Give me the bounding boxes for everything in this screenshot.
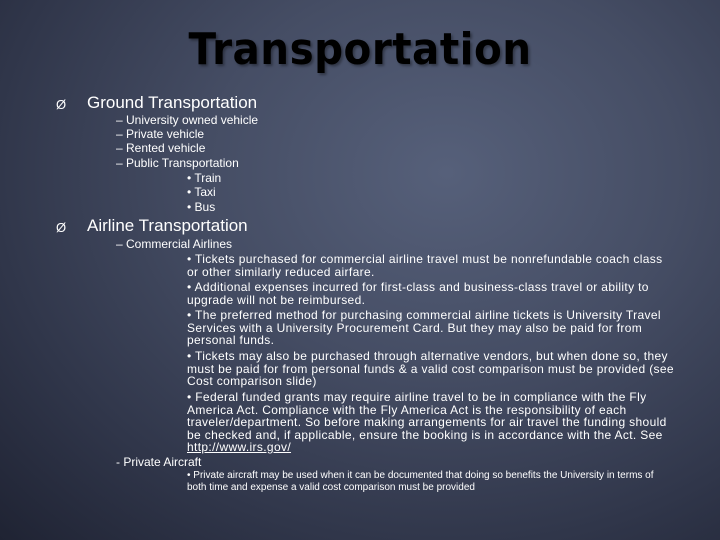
policy-point: • Additional expenses incurred for first-class and business-class travel or ability to upgrade will not be reimbursed. [187,280,649,307]
airline-transportation-heading: Airline Transportation [87,216,248,235]
commercial-airlines-label: – Commercial Airlines [116,237,233,251]
federal-grants-point [187,391,675,454]
federal-grants-text: • Federal funded grants may require airline travel to be in compliance with the Fly America Act. Compliance with the Fly America Act is the responsibility of each traveler/department. So before making arrangements for air travel the funding should be checked and, if applicable, ensure the booking is in accordance with the Act. See [187,390,667,442]
list-item: – Rented vehicle [116,141,206,155]
list-item: – Public Transportation [116,156,239,170]
sub-list-item: • Bus [187,200,216,214]
arrow-bullet-icon: Ø [56,220,67,235]
slide-title: Transportation [188,24,532,75]
sub-list-item: • Train [187,171,222,185]
private-aircraft-label: - Private Aircraft [116,455,202,469]
policy-point: • The preferred method for purchasing commercial airline tickets is University Travel Services with a University Procurement Card. But they may also be paid for from personal funds. [187,308,661,347]
ground-transportation-heading: Ground Transportation [87,93,258,112]
irs-link[interactable]: http://www.irs.gov/ [187,440,292,454]
arrow-bullet-icon: Ø [56,97,67,112]
list-item: – Private vehicle [116,127,205,141]
private-aircraft-note: • Private aircraft may be used when it can be documented that doing so benefits the University in terms of both time and expense a valid cost comparison must be provided [187,470,654,493]
policy-point: • Tickets may also be purchased through alternative vendors, but when done so, they must be paid for from personal funds & a valid cost comparison must be provided (see Cost comparison slide) [187,349,674,388]
list-item: – University owned vehicle [116,113,259,127]
sub-list-item: • Taxi [187,185,216,199]
policy-point: • Tickets purchased for commercial airline travel must be nonrefundable coach class or other similarly reduced airfare. [187,252,663,279]
